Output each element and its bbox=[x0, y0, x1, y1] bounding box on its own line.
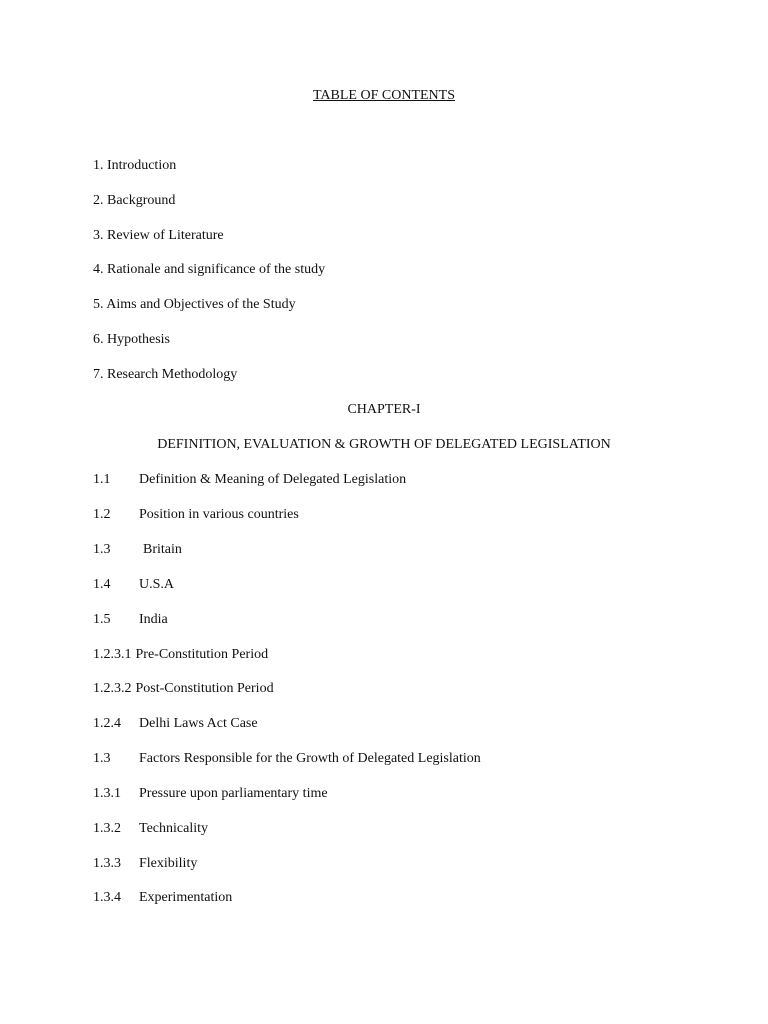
toc-section-item bbox=[93, 855, 197, 873]
toc-intro-item: 5. Aims and Objectives of the Study bbox=[93, 297, 296, 312]
section-number: 1.3.1 bbox=[93, 786, 121, 801]
toc-intro-item: 7. Research Methodology bbox=[93, 367, 238, 382]
toc-section-item bbox=[93, 576, 174, 594]
toc-section-item bbox=[93, 820, 208, 838]
toc-section-item bbox=[93, 646, 268, 664]
section-title: Technicality bbox=[139, 821, 208, 836]
section-title: Post-Constitution Period bbox=[135, 681, 274, 696]
toc-intro-item: 4. Rationale and significance of the study bbox=[93, 262, 326, 277]
section-number: 1.3 bbox=[93, 542, 111, 557]
chapter-label: CHAPTER-I bbox=[347, 402, 421, 417]
toc-intro-item: 2. Background bbox=[93, 193, 176, 208]
section-title: India bbox=[139, 612, 168, 627]
section-number: 1.3.3 bbox=[93, 856, 121, 871]
section-title: Britain bbox=[143, 542, 182, 557]
toc-section-item bbox=[93, 680, 274, 698]
section-number: 1.3.2 bbox=[93, 821, 121, 836]
toc-intro-item: 1. Introduction bbox=[93, 158, 177, 173]
toc-title: TABLE OF CONTENTS bbox=[313, 88, 455, 103]
toc-section-item bbox=[93, 611, 168, 629]
toc-intro-item: 6. Hypothesis bbox=[93, 332, 170, 347]
section-number: 1.2.3.2 bbox=[93, 681, 132, 696]
section-number: 1.4 bbox=[93, 577, 111, 592]
chapter-title: DEFINITION, EVALUATION & GROWTH OF DELEGATED LEGISLATION bbox=[157, 437, 611, 452]
toc-section-item bbox=[93, 541, 182, 559]
section-number: 1.2.4 bbox=[93, 716, 121, 731]
toc-section-item bbox=[93, 506, 299, 524]
toc-section-item bbox=[93, 715, 258, 733]
section-title: Factors Responsible for the Growth of Delegated Legislation bbox=[139, 751, 481, 766]
section-title: U.S.A bbox=[139, 577, 175, 592]
section-number: 1.2 bbox=[93, 507, 111, 522]
section-number: 1.2.3.1 bbox=[93, 647, 132, 662]
section-number: 1.5 bbox=[93, 612, 111, 627]
section-title: Pressure upon parliamentary time bbox=[139, 786, 328, 801]
toc-section-item bbox=[93, 889, 232, 907]
section-title: Pre-Constitution Period bbox=[135, 647, 269, 662]
section-number: 1.3 bbox=[93, 751, 111, 766]
section-title: Experimentation bbox=[139, 890, 233, 905]
toc-intro-item: 3. Review of Literature bbox=[93, 228, 224, 243]
toc-section-item bbox=[93, 471, 406, 489]
section-title: Flexibility bbox=[139, 856, 198, 871]
section-title: Position in various countries bbox=[139, 507, 299, 522]
toc-section-item bbox=[93, 785, 328, 803]
section-title: Delhi Laws Act Case bbox=[139, 716, 258, 731]
section-number: 1.3.4 bbox=[93, 890, 121, 905]
toc-section-item bbox=[93, 750, 481, 768]
section-title: Definition & Meaning of Delegated Legislation bbox=[139, 472, 407, 487]
section-number: 1.1 bbox=[93, 472, 111, 487]
